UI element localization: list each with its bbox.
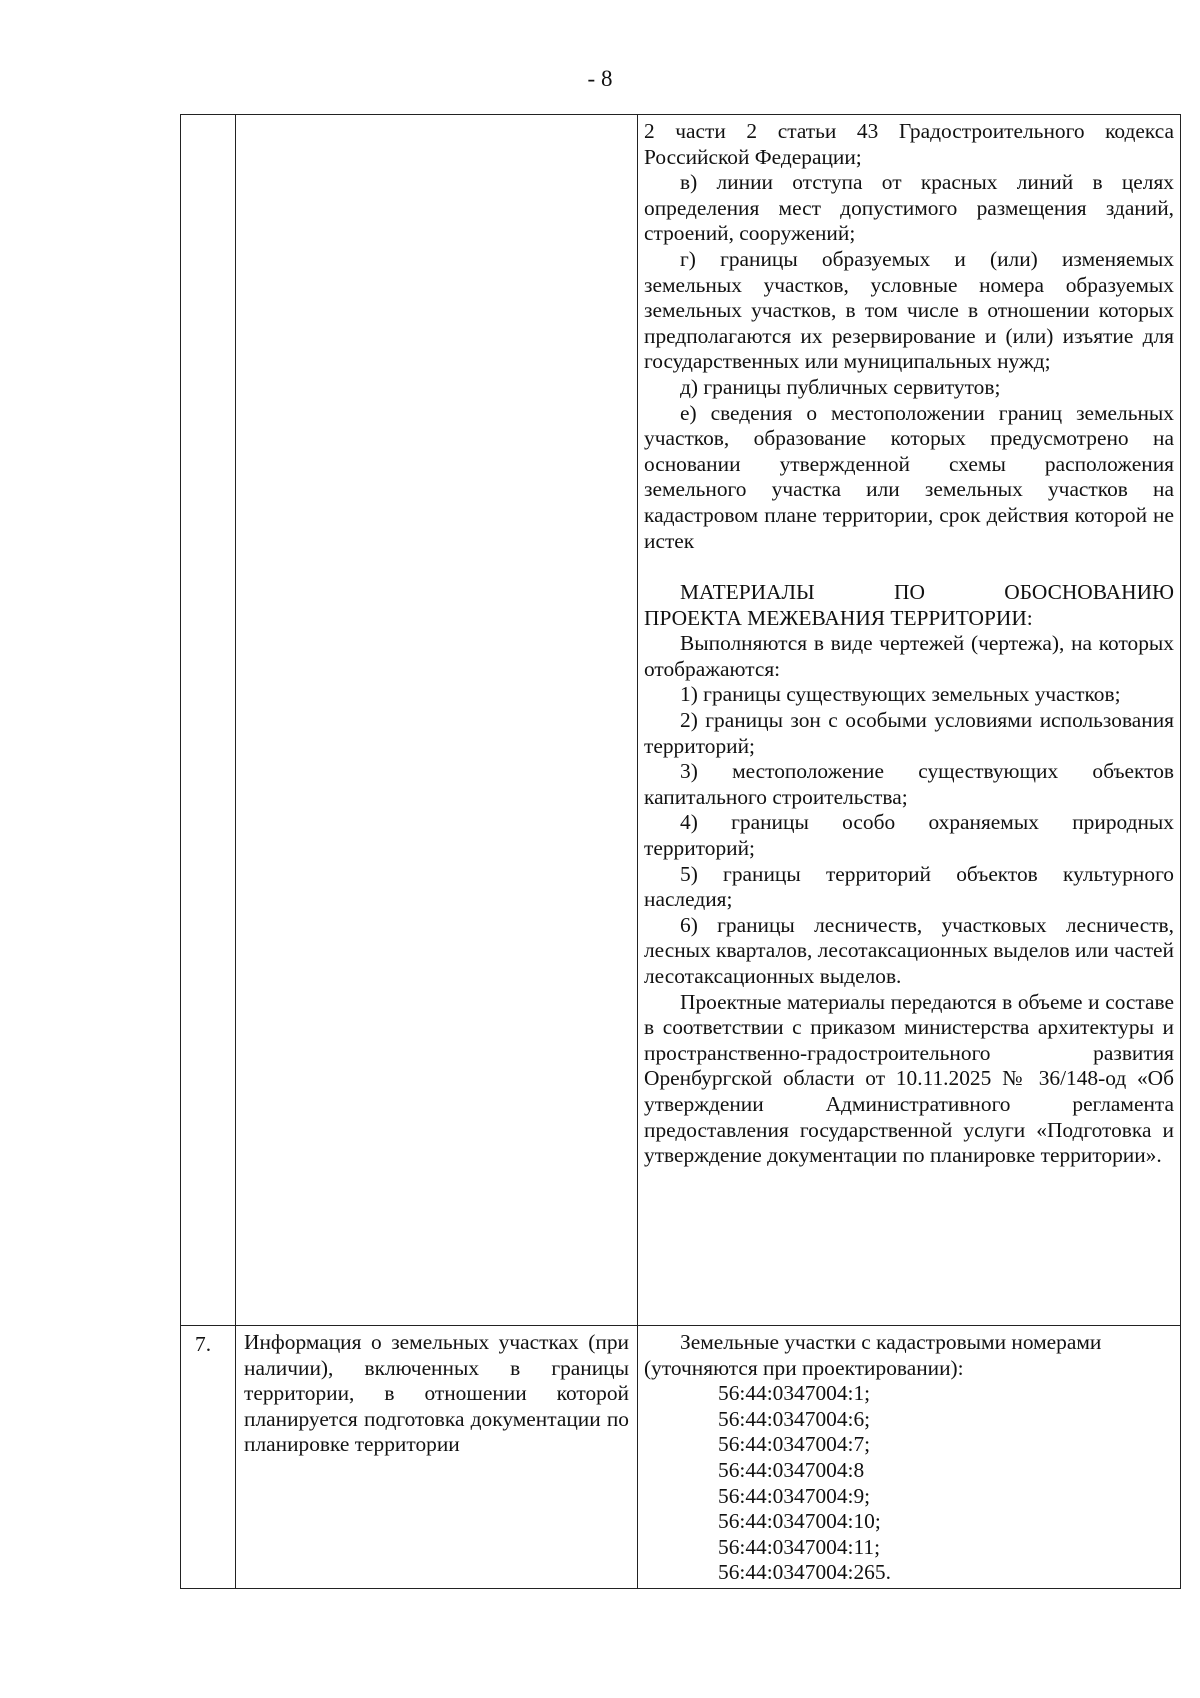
materials-paragraph: Проектные материалы передаются в объеме и составе в соответствии с приказом министерства архитектуры и пространственно-градостроительного развития Оренбургской области от 10.11.2025 № 36/148-од «Об утверждении Административного регламента предоставления государственной услуги «Подготовка и утверждение документации по планировке территории». — [644, 989, 1174, 1168]
section-heading: МАТЕРИАЛЫ ПО ОБОСНОВАНИЮ — [680, 580, 1174, 605]
cadastral-number: 56:44:0347004:6; — [718, 1406, 871, 1431]
table-row-7 — [181, 1326, 1181, 1589]
row-number — [181, 115, 235, 121]
row-name-cell — [236, 115, 638, 1326]
materials-paragraph: Выполняются в виде чертежей (чертежа), на которых отображаются: — [644, 631, 1174, 681]
row-name-cell — [236, 1326, 638, 1589]
page-number: - 8 — [587, 66, 613, 91]
materials-paragraph: 2) границы зон с особыми условиями использования территорий; — [644, 708, 1174, 758]
row-number: 7. — [195, 1332, 212, 1356]
row-name — [236, 115, 637, 119]
row-number-cell — [181, 1326, 236, 1589]
materials-paragraph: 6) границы лесничеств, участковых лесничеств, лесных кварталов, лесотаксационных выделов или частей лесотаксационных выделов. — [644, 912, 1174, 988]
table-row-continuation — [181, 115, 1181, 1326]
content-paragraph: д) границы публичных сервитутов; — [680, 374, 1001, 399]
section-heading-line2: ПРОЕКТА МЕЖЕВАНИЯ ТЕРРИТОРИИ: — [644, 605, 1033, 630]
cadastral-number: 56:44:0347004:265. — [718, 1560, 891, 1585]
cadastral-number: 56:44:0347004:10; — [718, 1509, 881, 1534]
cadastral-number: 56:44:0347004:9; — [718, 1483, 871, 1508]
row-number-cell — [181, 115, 236, 1326]
cadastral-number: 56:44:0347004:7; — [718, 1432, 871, 1457]
cadastral-number: 56:44:0347004:1; — [718, 1381, 871, 1406]
cadastral-number: 56:44:0347004:8 — [718, 1457, 865, 1482]
cadastral-intro: Земельные участки с кадастровыми номерами (уточняются при проектировании): — [644, 1330, 1102, 1380]
row-content-cell — [638, 115, 1181, 1326]
materials-paragraph: 5) границы территорий объектов культурного наследия; — [644, 861, 1174, 912]
row-name: Информация о земельных участках (при наличии), включенных в границы территории, в отношении которой планируется подготовка документации по планировке территории — [244, 1330, 629, 1457]
content-paragraph: е) сведения о местоположении границ земельных участков, образование которых предусмотрено на основании утвержденной схемы расположения земельного участка или земельных участков на кадастровом плане территории, срок действия которой не истек — [644, 400, 1174, 553]
materials-paragraph: 3) местоположение существующих объектов капитального строительства; — [644, 759, 1174, 809]
content-paragraph: г) границы образуемых и (или) изменяемых земельных участков, условные номера образуемых земельных участков, в том числе в отношении которых предполагаются их резервирование и (или) изъятие для государственных или муниципальных нужд; — [644, 246, 1174, 374]
requirements-table — [180, 114, 1181, 1589]
row-content-cell — [638, 1326, 1181, 1589]
materials-paragraph: 1) границы существующих земельных участков; — [680, 682, 1121, 707]
cadastral-list — [644, 1381, 1174, 1586]
content-paragraph: в) линии отступа от красных линий в целях определения мест допустимого размещения зданий, строений, сооружений; — [644, 170, 1174, 246]
cadastral-number: 56:44:0347004:11; — [718, 1534, 881, 1559]
materials-paragraph: 4) границы особо охраняемых природных территорий; — [644, 810, 1174, 861]
content-paragraph: 2 части 2 статьи 43 Градостроительного кодекса Российской Федерации; — [644, 119, 1174, 169]
